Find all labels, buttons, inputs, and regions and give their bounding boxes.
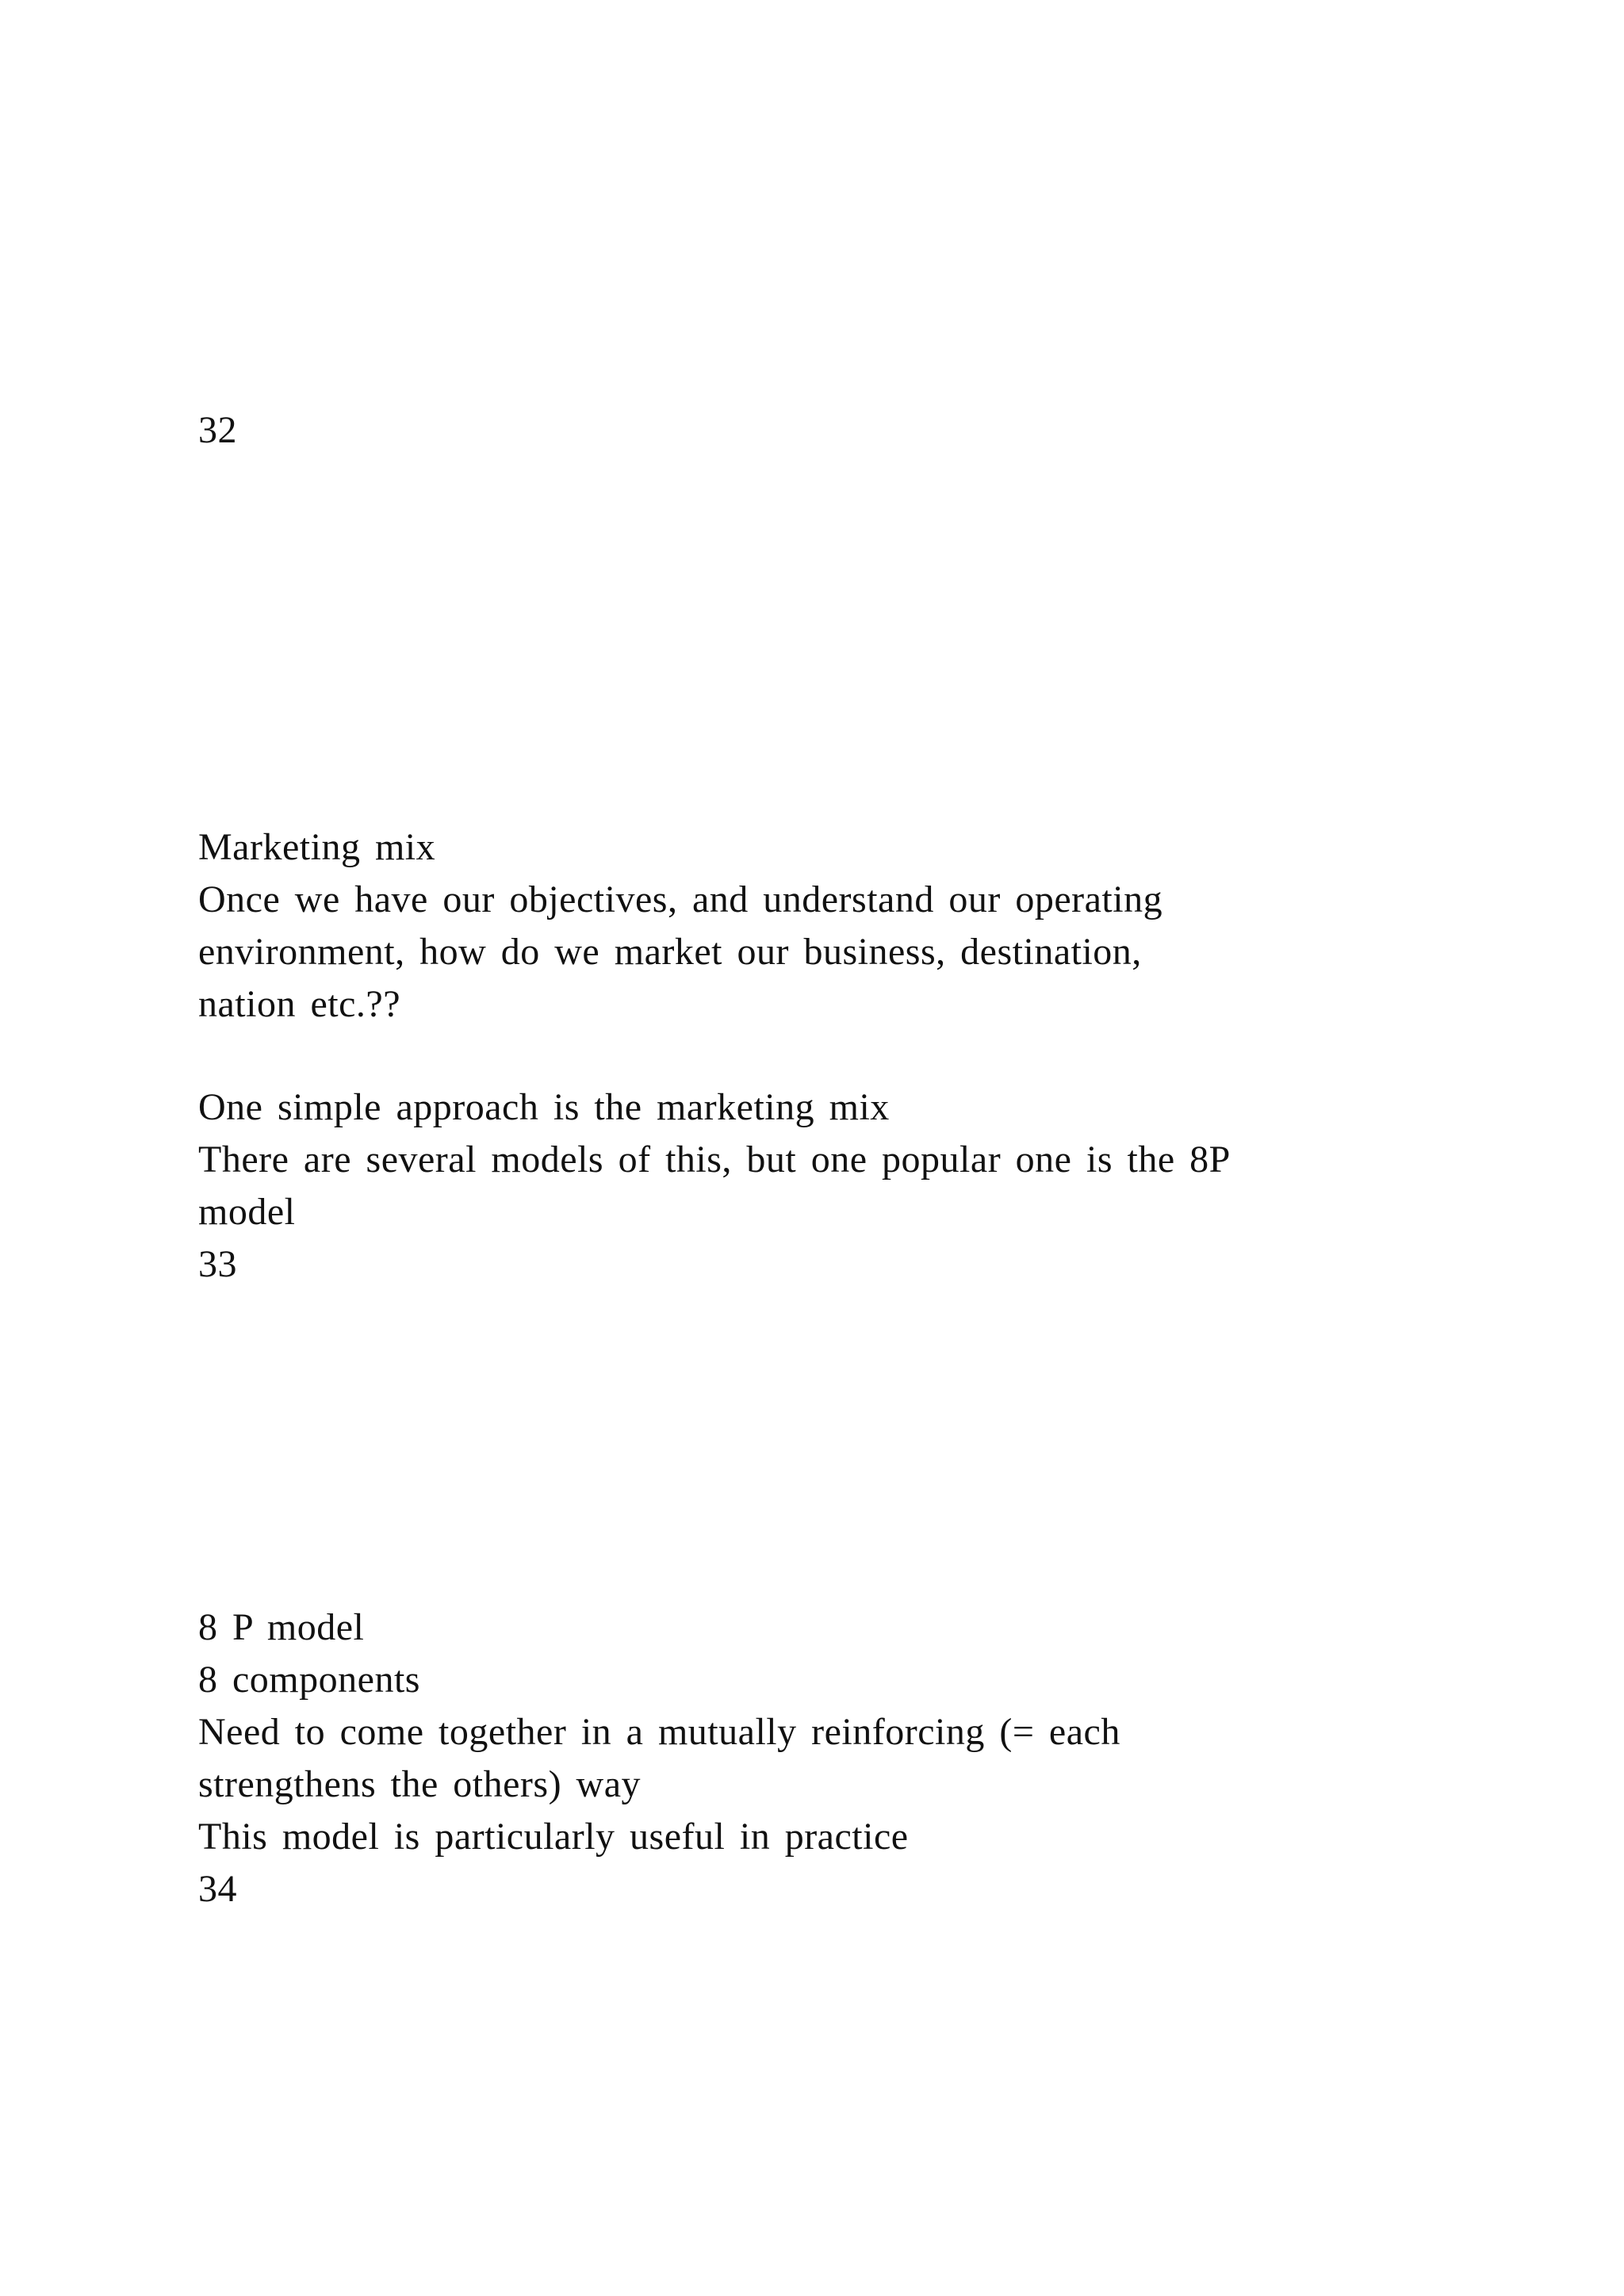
paragraph-line: strengthens the others) way	[198, 1763, 642, 1805]
page-number-33: 33	[198, 1243, 237, 1285]
paragraph-line: 8 components	[198, 1659, 420, 1701]
paragraph-line: nation etc.??	[198, 983, 401, 1025]
section-heading-marketing-mix: Marketing mix	[198, 826, 436, 868]
section-heading-8p-model: 8 P model	[198, 1606, 365, 1648]
paragraph-line: There are several models of this, but one popular one is the 8P	[198, 1138, 1231, 1181]
page-number-32: 32	[198, 409, 237, 451]
paragraph-line: One simple approach is the marketing mix	[198, 1086, 890, 1128]
paragraph-line: This model is particularly useful in practice	[198, 1816, 909, 1858]
paragraph-line: Once we have our objectives, and understand our operating	[198, 878, 1163, 920]
paragraph-line: model	[198, 1191, 296, 1233]
page-number-34: 34	[198, 1868, 237, 1910]
paragraph-line: environment, how do we market our business, destination,	[198, 931, 1142, 973]
paragraph-line: Need to come together in a mutually reinforcing (= each	[198, 1711, 1120, 1753]
